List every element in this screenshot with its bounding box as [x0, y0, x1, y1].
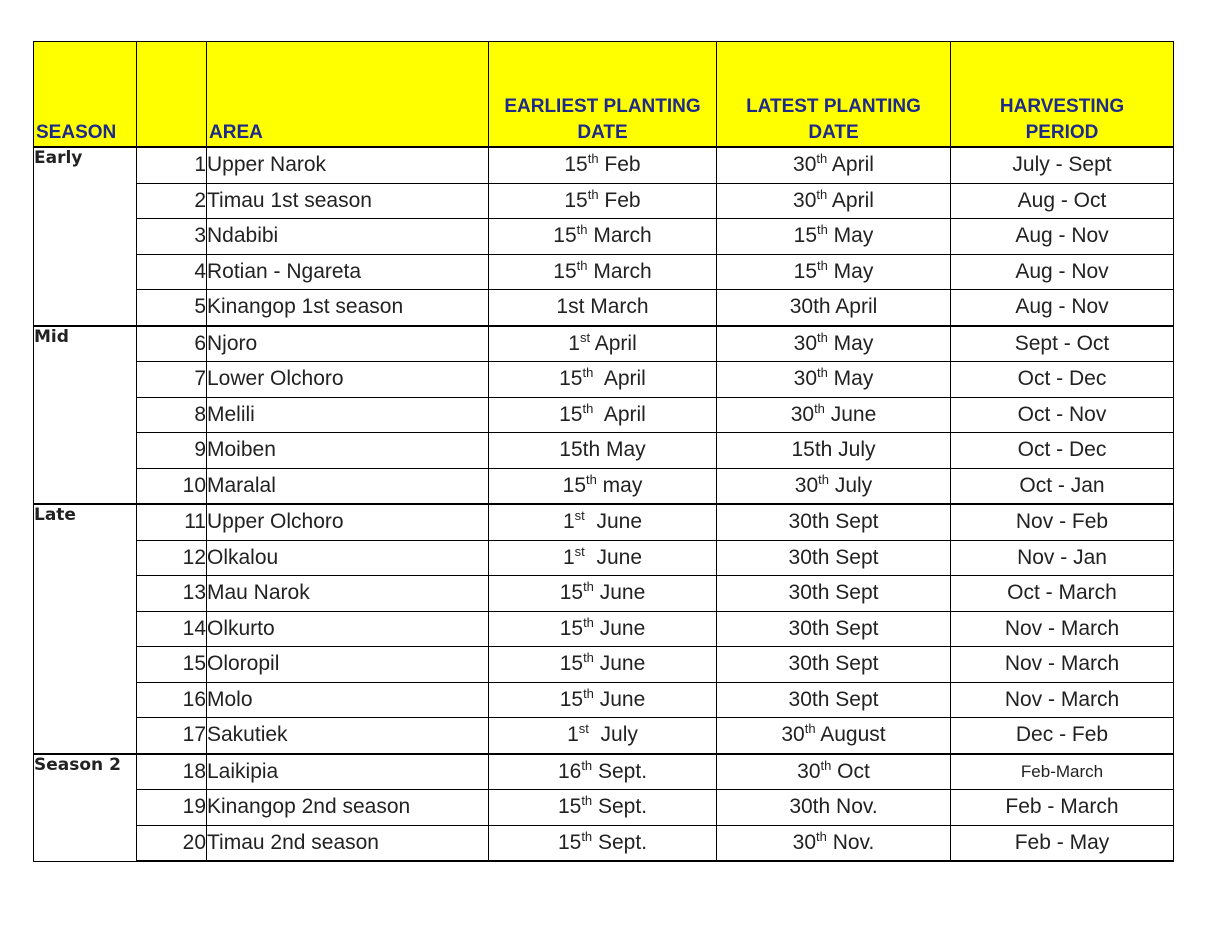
earliest-date-ordinal: th [587, 186, 599, 202]
earliest-date-ordinal: th [581, 757, 593, 773]
latest-date-cell [717, 682, 951, 718]
earliest-date-ordinal: th [586, 471, 597, 487]
header-latest-planting [717, 42, 951, 148]
harvest-period-cell: Aug - Oct [951, 183, 1174, 219]
earliest-date-ordinal: th [581, 828, 593, 844]
table-row [34, 254, 1174, 290]
season-cell: Late [34, 504, 137, 754]
latest-date-ordinal: th [818, 471, 829, 487]
latest-date-cell [717, 183, 951, 219]
latest-date-day: 30 [790, 402, 815, 426]
harvest-period-cell: Feb - March [951, 790, 1174, 826]
earliest-date-cell [489, 219, 717, 255]
harvest-period-cell: Nov - Jan [951, 540, 1174, 576]
area-cell: Maralal [207, 468, 489, 504]
latest-date-month: May [827, 331, 874, 355]
table-header [34, 42, 1174, 148]
header-season: SEASON [34, 42, 137, 148]
table-row [34, 790, 1174, 826]
latest-date-month: May [827, 259, 874, 283]
earliest-date-month: Sept. [592, 795, 648, 819]
latest-date-cell [717, 790, 951, 826]
table-row [34, 362, 1174, 398]
header-earliest-line1: EARLIEST PLANTING [504, 96, 701, 117]
latest-date-cell [717, 504, 951, 540]
earliest-date-cell [489, 397, 717, 433]
earliest-date-cell [489, 611, 717, 647]
area-cell: Ndabibi [207, 219, 489, 255]
table-row [34, 433, 1174, 469]
latest-date-cell [717, 468, 951, 504]
earliest-date-day: 16 [557, 759, 582, 783]
table-row [34, 290, 1174, 326]
header-earliest-planting [489, 42, 717, 148]
latest-date-cell [717, 290, 951, 326]
earliest-date-month: June [593, 581, 646, 605]
harvest-period-cell: Nov - Feb [951, 504, 1174, 540]
earliest-date-cell [489, 825, 717, 861]
harvest-period-cell: Aug - Nov [951, 290, 1174, 326]
header-number [137, 42, 207, 148]
harvest-period-cell: Aug - Nov [951, 254, 1174, 290]
area-cell: Moiben [207, 433, 489, 469]
latest-date-day: 15th July [791, 438, 876, 462]
earliest-date-ordinal: th [581, 793, 593, 809]
latest-date-cell [717, 647, 951, 683]
table-row [34, 326, 1174, 362]
earliest-date-ordinal: th [587, 151, 599, 167]
row-number: 9 [137, 433, 207, 469]
latest-date-day: 30th April [789, 295, 878, 319]
earliest-date-month: Feb [598, 153, 641, 177]
earliest-date-cell [489, 362, 717, 398]
earliest-date-day: 1 [567, 723, 579, 747]
latest-date-month: June [824, 402, 877, 426]
earliest-date-cell [489, 326, 717, 362]
latest-date-cell [717, 433, 951, 469]
header-harvesting-period [951, 42, 1174, 148]
earliest-date-day: 15 [559, 652, 584, 676]
earliest-date-month: March [587, 259, 652, 283]
row-number: 16 [137, 682, 207, 718]
row-number: 8 [137, 397, 207, 433]
harvest-period-cell: Oct - Jan [951, 468, 1174, 504]
season-cell: Early [34, 147, 137, 326]
row-number: 2 [137, 183, 207, 219]
earliest-date-month: June [584, 510, 643, 534]
earliest-date-day: 1 [562, 545, 575, 569]
harvest-period-cell: Nov - March [951, 611, 1174, 647]
earliest-date-month: June [593, 652, 646, 676]
latest-date-day: 30th Sept [788, 687, 879, 711]
earliest-date-day: 15 [559, 402, 583, 426]
earliest-date-day: 15 [564, 188, 588, 212]
earliest-date-month: April [590, 331, 637, 355]
harvest-period-cell: Sept - Oct [951, 326, 1174, 362]
earliest-date-cell [489, 147, 717, 183]
season-cell: Mid [34, 326, 137, 505]
earliest-date-day: 15th May [559, 438, 646, 462]
earliest-date-month: Sept. [592, 759, 648, 783]
latest-date-ordinal: th [817, 222, 828, 238]
earliest-date-month: may [596, 473, 643, 497]
latest-date-cell [717, 362, 951, 398]
area-cell: Kinangop 2nd season [207, 790, 489, 826]
row-number: 15 [137, 647, 207, 683]
earliest-date-month: Feb [598, 188, 641, 212]
row-number: 3 [137, 219, 207, 255]
header-area: AREA [207, 42, 489, 148]
row-number: 4 [137, 254, 207, 290]
header-latest-line1: LATEST PLANTING [746, 96, 921, 117]
latest-date-ordinal: th [816, 828, 827, 844]
latest-date-month: April [827, 188, 874, 212]
area-cell: Timau 2nd season [207, 825, 489, 861]
earliest-date-cell [489, 540, 717, 576]
latest-date-month: Nov. [826, 830, 875, 854]
earliest-date-ordinal: th [583, 685, 594, 701]
earliest-date-cell [489, 433, 717, 469]
latest-date-ordinal: th [817, 257, 828, 273]
earliest-date-day: 15 [562, 473, 586, 497]
table-row [34, 219, 1174, 255]
earliest-date-cell [489, 576, 717, 612]
table-row [34, 754, 1174, 790]
harvest-period-cell: Oct - Dec [951, 362, 1174, 398]
area-cell: Melili [207, 397, 489, 433]
row-number: 11 [137, 504, 207, 540]
area-cell: Oloropil [207, 647, 489, 683]
area-cell: Molo [207, 682, 489, 718]
row-number: 17 [137, 718, 207, 754]
row-number: 20 [137, 825, 207, 861]
latest-date-day: 30th Sept [788, 652, 879, 676]
earliest-date-month: April [593, 402, 646, 426]
table-row [34, 647, 1174, 683]
earliest-date-day: 15 [553, 224, 577, 248]
table-row [34, 682, 1174, 718]
earliest-date-cell [489, 290, 717, 326]
latest-date-month: May [827, 367, 874, 391]
latest-date-day: 30th Sept [788, 510, 879, 534]
area-cell: Njoro [207, 326, 489, 362]
earliest-date-ordinal: th [583, 650, 594, 666]
table-row [34, 611, 1174, 647]
latest-date-month: August [815, 723, 886, 747]
row-number: 14 [137, 611, 207, 647]
row-number: 13 [137, 576, 207, 612]
earliest-date-ordinal: th [576, 257, 588, 273]
latest-date-cell [717, 611, 951, 647]
table-body [34, 147, 1174, 861]
latest-date-ordinal: th [814, 400, 825, 416]
row-number: 10 [137, 468, 207, 504]
table-row [34, 147, 1174, 183]
earliest-date-cell [489, 754, 717, 790]
header-latest-line2: DATE [808, 122, 859, 143]
area-cell: Kinangop 1st season [207, 290, 489, 326]
latest-date-month: April [827, 153, 874, 177]
area-cell: Timau 1st season [207, 183, 489, 219]
latest-date-ordinal: th [817, 365, 828, 381]
earliest-date-month: June [584, 545, 643, 569]
earliest-date-day: 15 [559, 687, 584, 711]
earliest-date-month: June [593, 687, 646, 711]
earliest-date-ordinal: st [578, 721, 589, 737]
latest-date-day: 30th Nov. [789, 795, 878, 819]
earliest-date-day: 15 [557, 830, 582, 854]
latest-date-cell [717, 326, 951, 362]
earliest-date-day: 1st March [556, 295, 649, 319]
row-number: 19 [137, 790, 207, 826]
table-row [34, 825, 1174, 861]
harvest-period-cell: Feb-March [951, 754, 1174, 790]
area-cell: Olkalou [207, 540, 489, 576]
earliest-date-cell [489, 647, 717, 683]
latest-date-day: 30 [794, 473, 819, 497]
table-row [34, 718, 1174, 754]
latest-date-cell [717, 147, 951, 183]
season-cell: Season 2 [34, 754, 137, 862]
earliest-date-ordinal: th [576, 222, 588, 238]
latest-date-day: 30th Sept [788, 545, 879, 569]
table-row [34, 183, 1174, 219]
table-row [34, 468, 1174, 504]
earliest-date-month: March [587, 224, 652, 248]
area-cell: Mau Narok [207, 576, 489, 612]
harvest-period-cell: Nov - March [951, 682, 1174, 718]
earliest-date-cell [489, 504, 717, 540]
earliest-date-day: 1 [568, 331, 580, 355]
latest-date-ordinal: th [816, 186, 828, 202]
table-row [34, 504, 1174, 540]
earliest-date-ordinal: st [579, 329, 591, 345]
earliest-date-day: 15 [559, 581, 584, 605]
header-harvest-line2: PERIOD [1025, 122, 1099, 143]
harvest-period-cell: Nov - March [951, 647, 1174, 683]
earliest-date-ordinal: th [583, 614, 594, 630]
earliest-date-day: 15 [553, 259, 577, 283]
area-cell: Upper Olchoro [207, 504, 489, 540]
latest-date-day: 15 [793, 224, 817, 248]
row-number: 18 [137, 754, 207, 790]
harvest-period-cell: Dec - Feb [951, 718, 1174, 754]
row-number: 7 [137, 362, 207, 398]
latest-date-ordinal: th [817, 329, 828, 345]
latest-date-cell [717, 254, 951, 290]
latest-date-day: 30 [792, 830, 817, 854]
earliest-date-ordinal: th [583, 579, 594, 595]
latest-date-ordinal: th [804, 721, 816, 737]
header-harvest-line1: HARVESTING [999, 96, 1125, 117]
table-row [34, 540, 1174, 576]
earliest-date-month: July [588, 723, 638, 747]
earliest-date-month: April [593, 367, 646, 391]
latest-date-month: July [829, 473, 873, 497]
latest-date-day: 30 [793, 367, 817, 391]
header-earliest-line2: DATE [577, 122, 628, 143]
area-cell: Sakutiek [207, 718, 489, 754]
latest-date-day: 30 [793, 188, 817, 212]
latest-date-day: 15 [793, 259, 817, 283]
latest-date-day: 30 [793, 153, 817, 177]
earliest-date-day: 15 [559, 367, 583, 391]
latest-date-day: 30 [797, 759, 821, 783]
harvest-period-cell: Oct - Dec [951, 433, 1174, 469]
table-row [34, 576, 1174, 612]
latest-date-day: 30 [793, 331, 817, 355]
latest-date-day: 30th Sept [788, 581, 879, 605]
earliest-date-cell [489, 183, 717, 219]
latest-date-cell [717, 754, 951, 790]
harvest-period-cell: Aug - Nov [951, 219, 1174, 255]
earliest-date-day: 15 [564, 153, 588, 177]
row-number: 5 [137, 290, 207, 326]
earliest-date-ordinal: th [582, 400, 594, 416]
row-number: 1 [137, 147, 207, 183]
latest-date-ordinal: th [816, 151, 828, 167]
harvest-period-cell: Feb - May [951, 825, 1174, 861]
earliest-date-day: 15 [557, 795, 582, 819]
latest-date-day: 30 [781, 723, 805, 747]
earliest-date-month: Sept. [592, 830, 648, 854]
latest-date-month: Oct [831, 759, 870, 783]
table-row [34, 397, 1174, 433]
earliest-date-cell [489, 790, 717, 826]
area-cell: Laikipia [207, 754, 489, 790]
earliest-date-cell [489, 682, 717, 718]
latest-date-cell [717, 540, 951, 576]
earliest-date-ordinal: st [574, 508, 585, 524]
area-cell: Lower Olchoro [207, 362, 489, 398]
earliest-date-ordinal: th [582, 365, 594, 381]
latest-date-cell [717, 718, 951, 754]
latest-date-cell [717, 219, 951, 255]
earliest-date-ordinal: st [574, 543, 585, 559]
latest-date-ordinal: th [820, 757, 832, 773]
earliest-date-cell [489, 718, 717, 754]
harvest-period-cell: July - Sept [951, 147, 1174, 183]
latest-date-cell [717, 576, 951, 612]
area-cell: Upper Narok [207, 147, 489, 183]
earliest-date-day: 1 [562, 510, 575, 534]
row-number: 12 [137, 540, 207, 576]
latest-date-month: May [827, 224, 874, 248]
earliest-date-day: 15 [559, 616, 584, 640]
latest-date-cell [717, 397, 951, 433]
harvest-period-cell: Oct - Nov [951, 397, 1174, 433]
earliest-date-cell [489, 468, 717, 504]
earliest-date-month: June [593, 616, 646, 640]
area-cell: Rotian - Ngareta [207, 254, 489, 290]
earliest-date-cell [489, 254, 717, 290]
latest-date-day: 30th Sept [788, 616, 879, 640]
row-number: 6 [137, 326, 207, 362]
planting-schedule-table [33, 41, 1174, 862]
latest-date-cell [717, 825, 951, 861]
area-cell: Olkurto [207, 611, 489, 647]
harvest-period-cell: Oct - March [951, 576, 1174, 612]
